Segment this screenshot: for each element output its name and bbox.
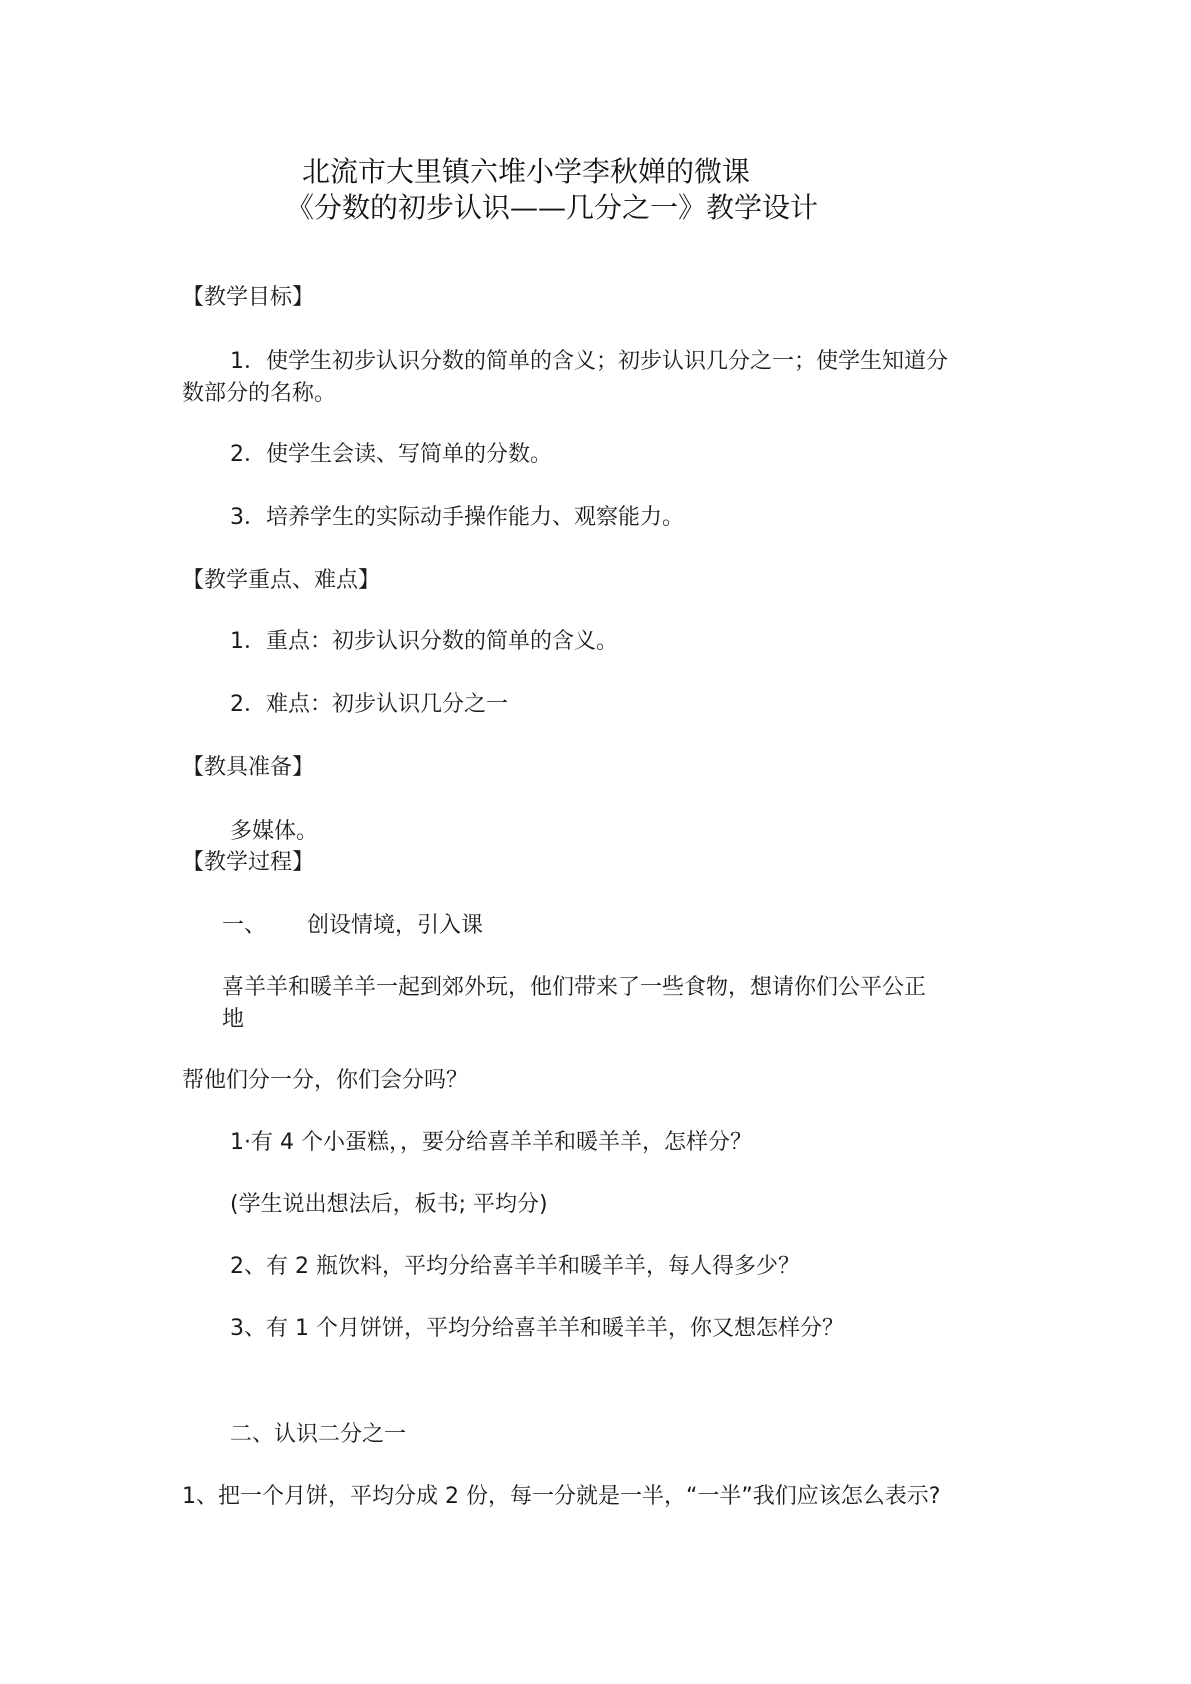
key-point-2: 2．难点：初步认识几分之一 — [230, 692, 508, 717]
intro-line-1: 喜羊羊和暖羊羊一起到郊外玩，他们带来了一些食物，想请你们公平公正 — [222, 975, 927, 1000]
step-2-title: 二、认识二分之一 — [230, 1422, 407, 1447]
goals-heading: 【教学目标】 — [182, 285, 315, 310]
tools-text: 多媒体。 — [230, 819, 319, 844]
step-1-title: 创设情境，引入课 — [307, 913, 484, 938]
process-heading: 【教学过程】 — [182, 850, 315, 875]
goal-1-line-2: 数部分的名称。 — [182, 381, 337, 406]
question-1-note: (学生说出想法后，板书; 平均分) — [230, 1192, 548, 1217]
key-points-heading: 【教学重点、难点】 — [182, 568, 381, 593]
intro-line-3: 帮他们分一分，你们会分吗？ — [182, 1068, 469, 1093]
goal-2: 2．使学生会读、写简单的分数。 — [230, 442, 552, 467]
tools-heading: 【教具准备】 — [182, 755, 315, 780]
intro-line-2: 地 — [222, 1007, 245, 1032]
goal-3: 3．培养学生的实际动手操作能力、观察能力。 — [230, 505, 684, 530]
title-line-1: 北流市大里镇六堆小学李秋婵的微课 — [302, 155, 751, 188]
key-point-1: 1．重点：初步认识分数的简单的含义。 — [230, 629, 618, 654]
step-1-number: 一、 — [222, 913, 267, 938]
question-1: 1·有 4 个小蛋糕，，要分给喜羊羊和暖羊羊，怎样分？ — [230, 1130, 752, 1155]
question-2: 2、有 2 瓶饮料，平均分给喜羊羊和暖羊羊，每人得多少？ — [230, 1254, 800, 1279]
goal-1-line-1: 1．使学生初步认识分数的简单的含义；初步认识几分之一；使学生知道分 — [230, 349, 948, 374]
title-line-2: 《分数的初步认识——几分之一》教学设计 — [286, 191, 819, 224]
question-3: 3、有 1 个月饼饼，平均分给喜羊羊和暖羊羊，你又想怎样分？ — [230, 1316, 844, 1341]
step-2-question-1: 1、把一个月饼，平均分成 2 份，每一分就是一半，“一半”我们应该怎么表示? — [182, 1484, 941, 1509]
